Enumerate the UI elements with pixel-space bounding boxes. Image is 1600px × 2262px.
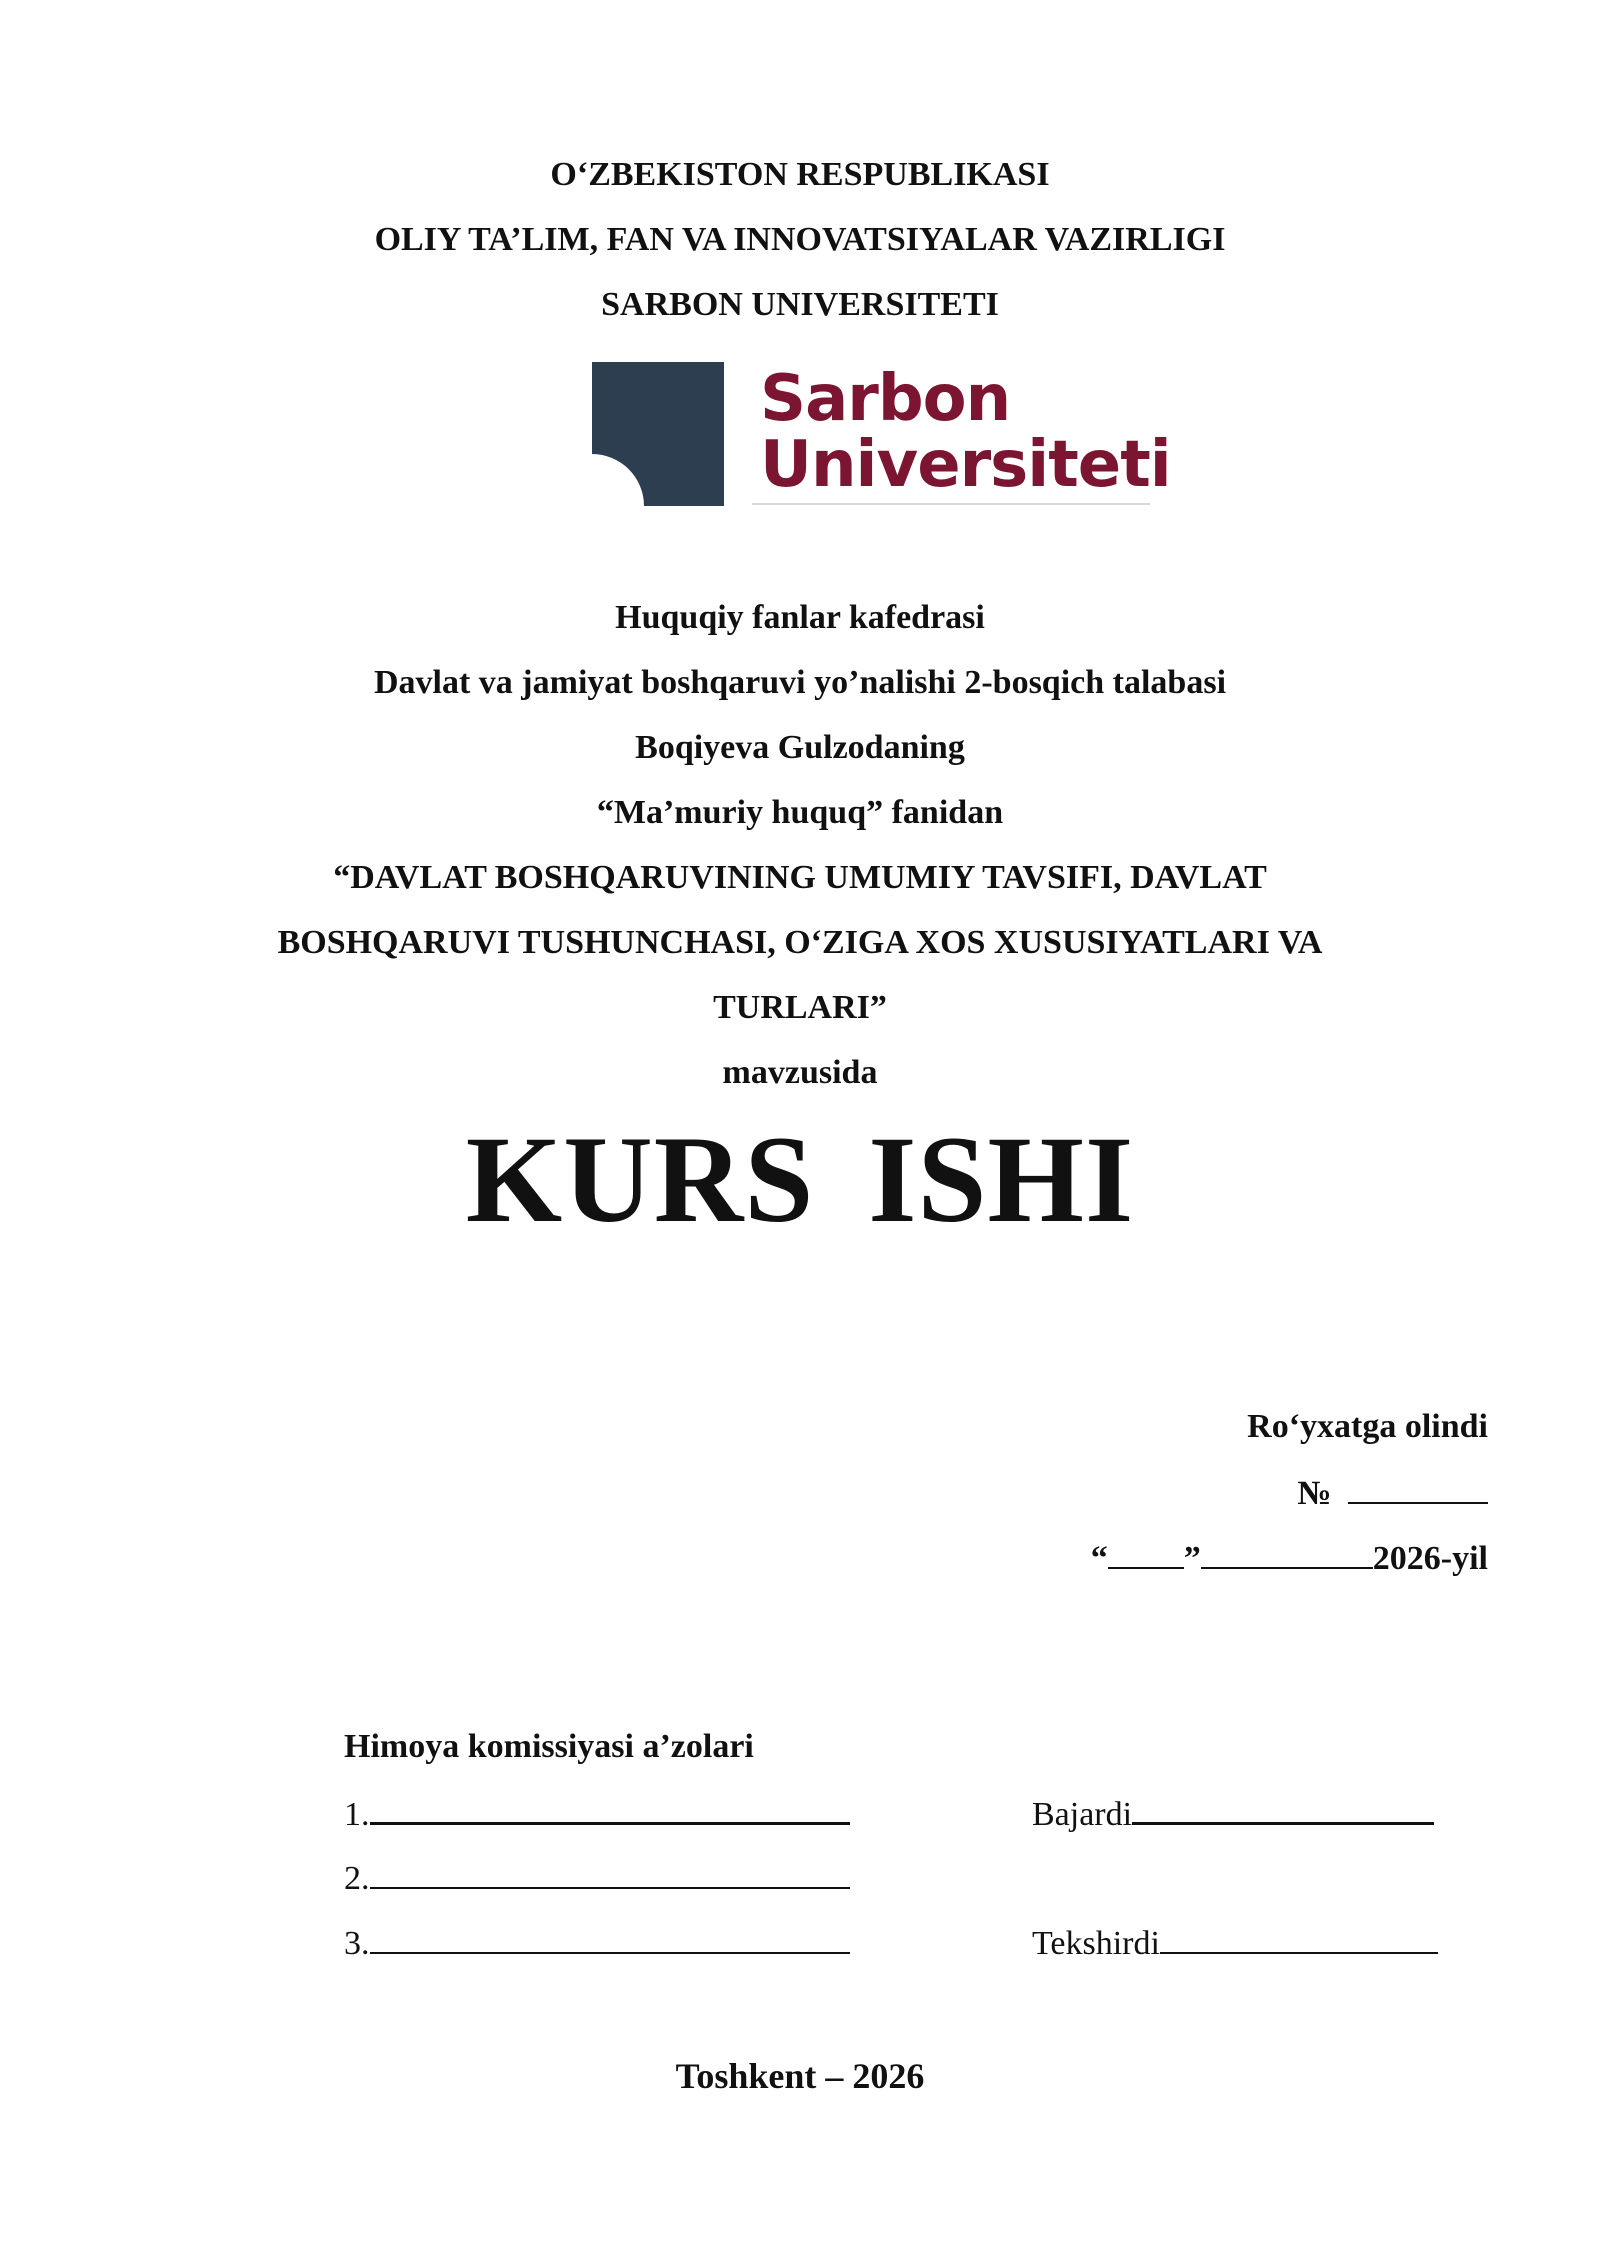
member-number: 2. — [344, 1860, 370, 1897]
number-sign: № — [1297, 1475, 1332, 1512]
day-blank — [1108, 1537, 1184, 1569]
member-blank — [370, 1792, 850, 1825]
date-year: 2026-yil — [1372, 1540, 1488, 1577]
subject-name: “Ma’muriy huquq” fanidan — [596, 794, 1004, 831]
topic-line-1: “DAVLAT BOSHQARUVINING UMUMIY TAVSIFI, DAVLAT — [333, 859, 1267, 896]
commission-title: Himoya komissiyasi a’zolari — [344, 1728, 754, 1765]
student-name: Boqiyeva Gulzodaning — [635, 729, 965, 766]
student-program: Davlat va jamiyat boshqaruvi yo’nalishi 2-bosqich talabasi — [373, 664, 1227, 701]
number-blank — [1348, 1472, 1488, 1504]
university-logo — [592, 362, 1171, 508]
checked-by — [1032, 1922, 1438, 1964]
registration-date — [1091, 1537, 1488, 1579]
ministry-heading: OLIY TA’LIM, FAN VA INNOVATSIYALAR VAZIRLIGI — [374, 221, 1226, 258]
date-open-quote: “ — [1090, 1540, 1108, 1577]
completed-label: Bajardi — [1032, 1796, 1133, 1833]
city-year-footer: Toshkent – 2026 — [675, 2056, 925, 2096]
completed-by — [1032, 1792, 1434, 1835]
topic-suffix: mavzusida — [722, 1054, 878, 1091]
logo-wordmark-line1: Sarbon — [760, 362, 1011, 436]
logo-underline — [752, 503, 1150, 505]
date-close-quote: ” — [1183, 1540, 1201, 1577]
country-heading: O‘ZBEKISTON RESPUBLIKASI — [550, 156, 1050, 193]
logo-mark-icon — [592, 362, 724, 506]
document-title: KURS ISHI — [465, 1111, 1135, 1248]
commission-member-1 — [344, 1792, 850, 1835]
commission-member-2 — [344, 1857, 850, 1899]
registration-number — [1297, 1472, 1488, 1514]
member-number: 3. — [344, 1925, 370, 1962]
checked-label: Tekshirdi — [1032, 1925, 1160, 1962]
registration-label: Ro‘yxatga olindi — [1247, 1408, 1488, 1445]
logo-wordmark — [760, 362, 1171, 502]
member-blank — [370, 1922, 850, 1954]
logo-wordmark-line2: Universiteti — [760, 428, 1171, 502]
month-blank — [1201, 1537, 1373, 1569]
university-heading: SARBON UNIVERSITETI — [601, 286, 999, 323]
topic-line-2: BOSHQARUVI TUSHUNCHASI, O‘ZIGA XOS XUSUSIYATLARI VA — [277, 924, 1323, 961]
topic-line-3: TURLARI” — [713, 989, 887, 1026]
member-number: 1. — [344, 1796, 370, 1833]
completed-blank — [1132, 1792, 1434, 1825]
commission-member-3 — [344, 1922, 850, 1964]
member-blank — [370, 1857, 850, 1889]
checked-blank — [1160, 1922, 1438, 1954]
department-name: Huquqiy fanlar kafedrasi — [615, 599, 985, 636]
